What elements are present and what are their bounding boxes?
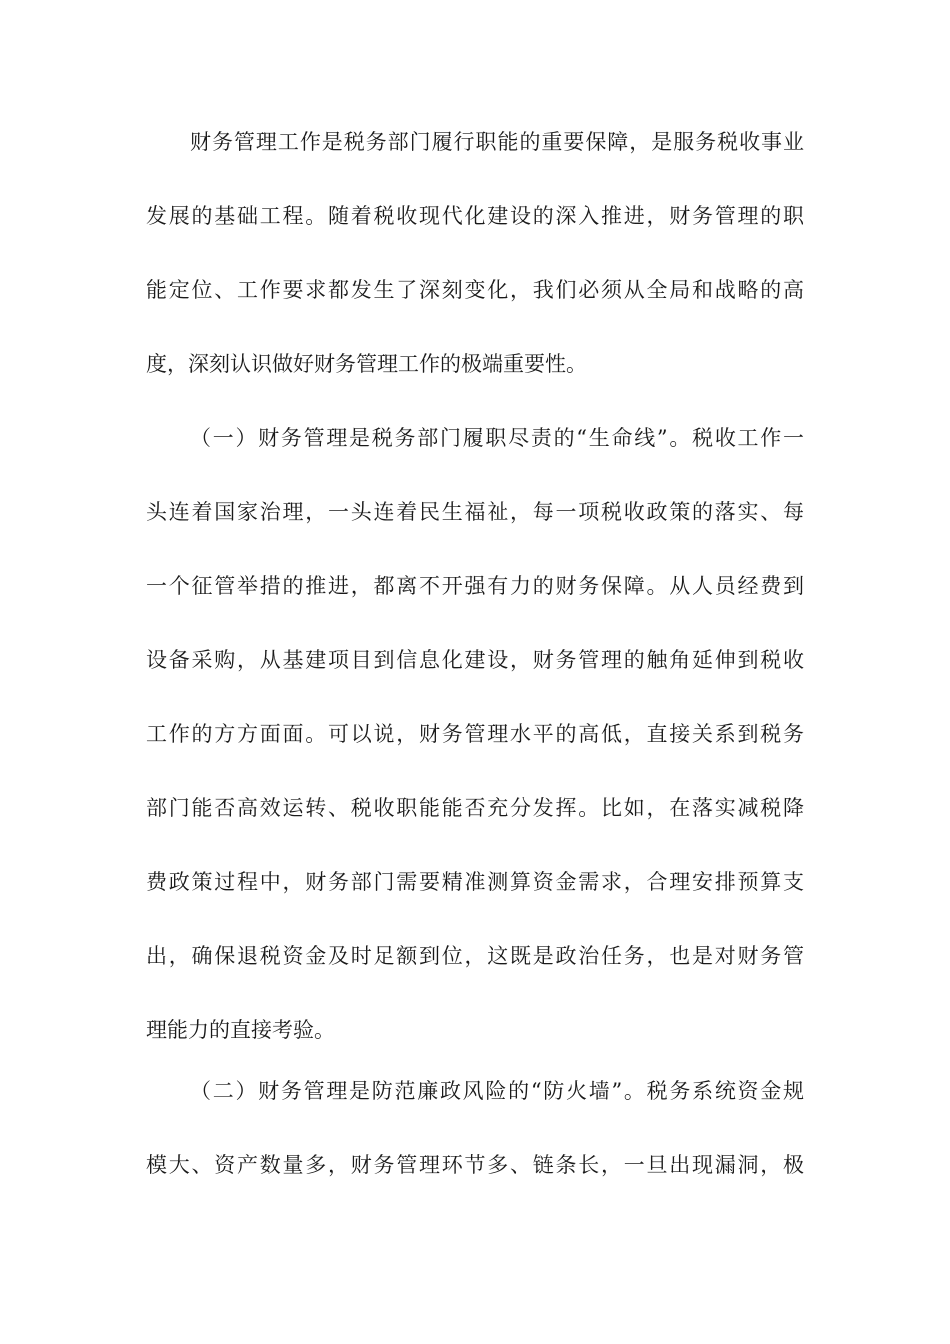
text-line: 头连着国家治理，一头连着民生福祉，每一项税收政策的落实、每 xyxy=(146,500,804,524)
text-line: 工作的方方面面。可以说，财务管理水平的高低，直接关系到税务 xyxy=(146,722,804,746)
text-line: 发展的基础工程。随着税收现代化建设的深入推进，财务管理的职 xyxy=(146,204,804,228)
text-line: 能定位、工作要求都发生了深刻变化，我们必须从全局和战略的高 xyxy=(146,278,804,302)
text-line: 模大、资产数量多，财务管理环节多、链条长，一旦出现漏洞，极 xyxy=(146,1153,804,1177)
text-line: 理能力的直接考验。 xyxy=(146,1018,335,1042)
text-line: （二）财务管理是防范廉政风险的“防火墙”。税务系统资金规 xyxy=(190,1079,804,1103)
text-line: （一）财务管理是税务部门履职尽责的“生命线”。税收工作一 xyxy=(190,426,804,450)
text-line: 费政策过程中，财务部门需要精准测算资金需求，合理安排预算支 xyxy=(146,870,804,894)
text-line: 设备采购，从基建项目到信息化建设，财务管理的触角延伸到税收 xyxy=(146,648,804,672)
text-line: 部门能否高效运转、税收职能能否充分发挥。比如，在落实减税降 xyxy=(146,796,804,820)
text-line: 出，确保退税资金及时足额到位，这既是政治任务，也是对财务管 xyxy=(146,944,804,968)
text-line: 财务管理工作是税务部门履行职能的重要保障，是服务税收事业 xyxy=(190,130,804,154)
text-line: 度，深刻认识做好财务管理工作的极端重要性。 xyxy=(146,352,587,376)
text-line: 一个征管举措的推进，都离不开强有力的财务保障。从人员经费到 xyxy=(146,574,804,598)
